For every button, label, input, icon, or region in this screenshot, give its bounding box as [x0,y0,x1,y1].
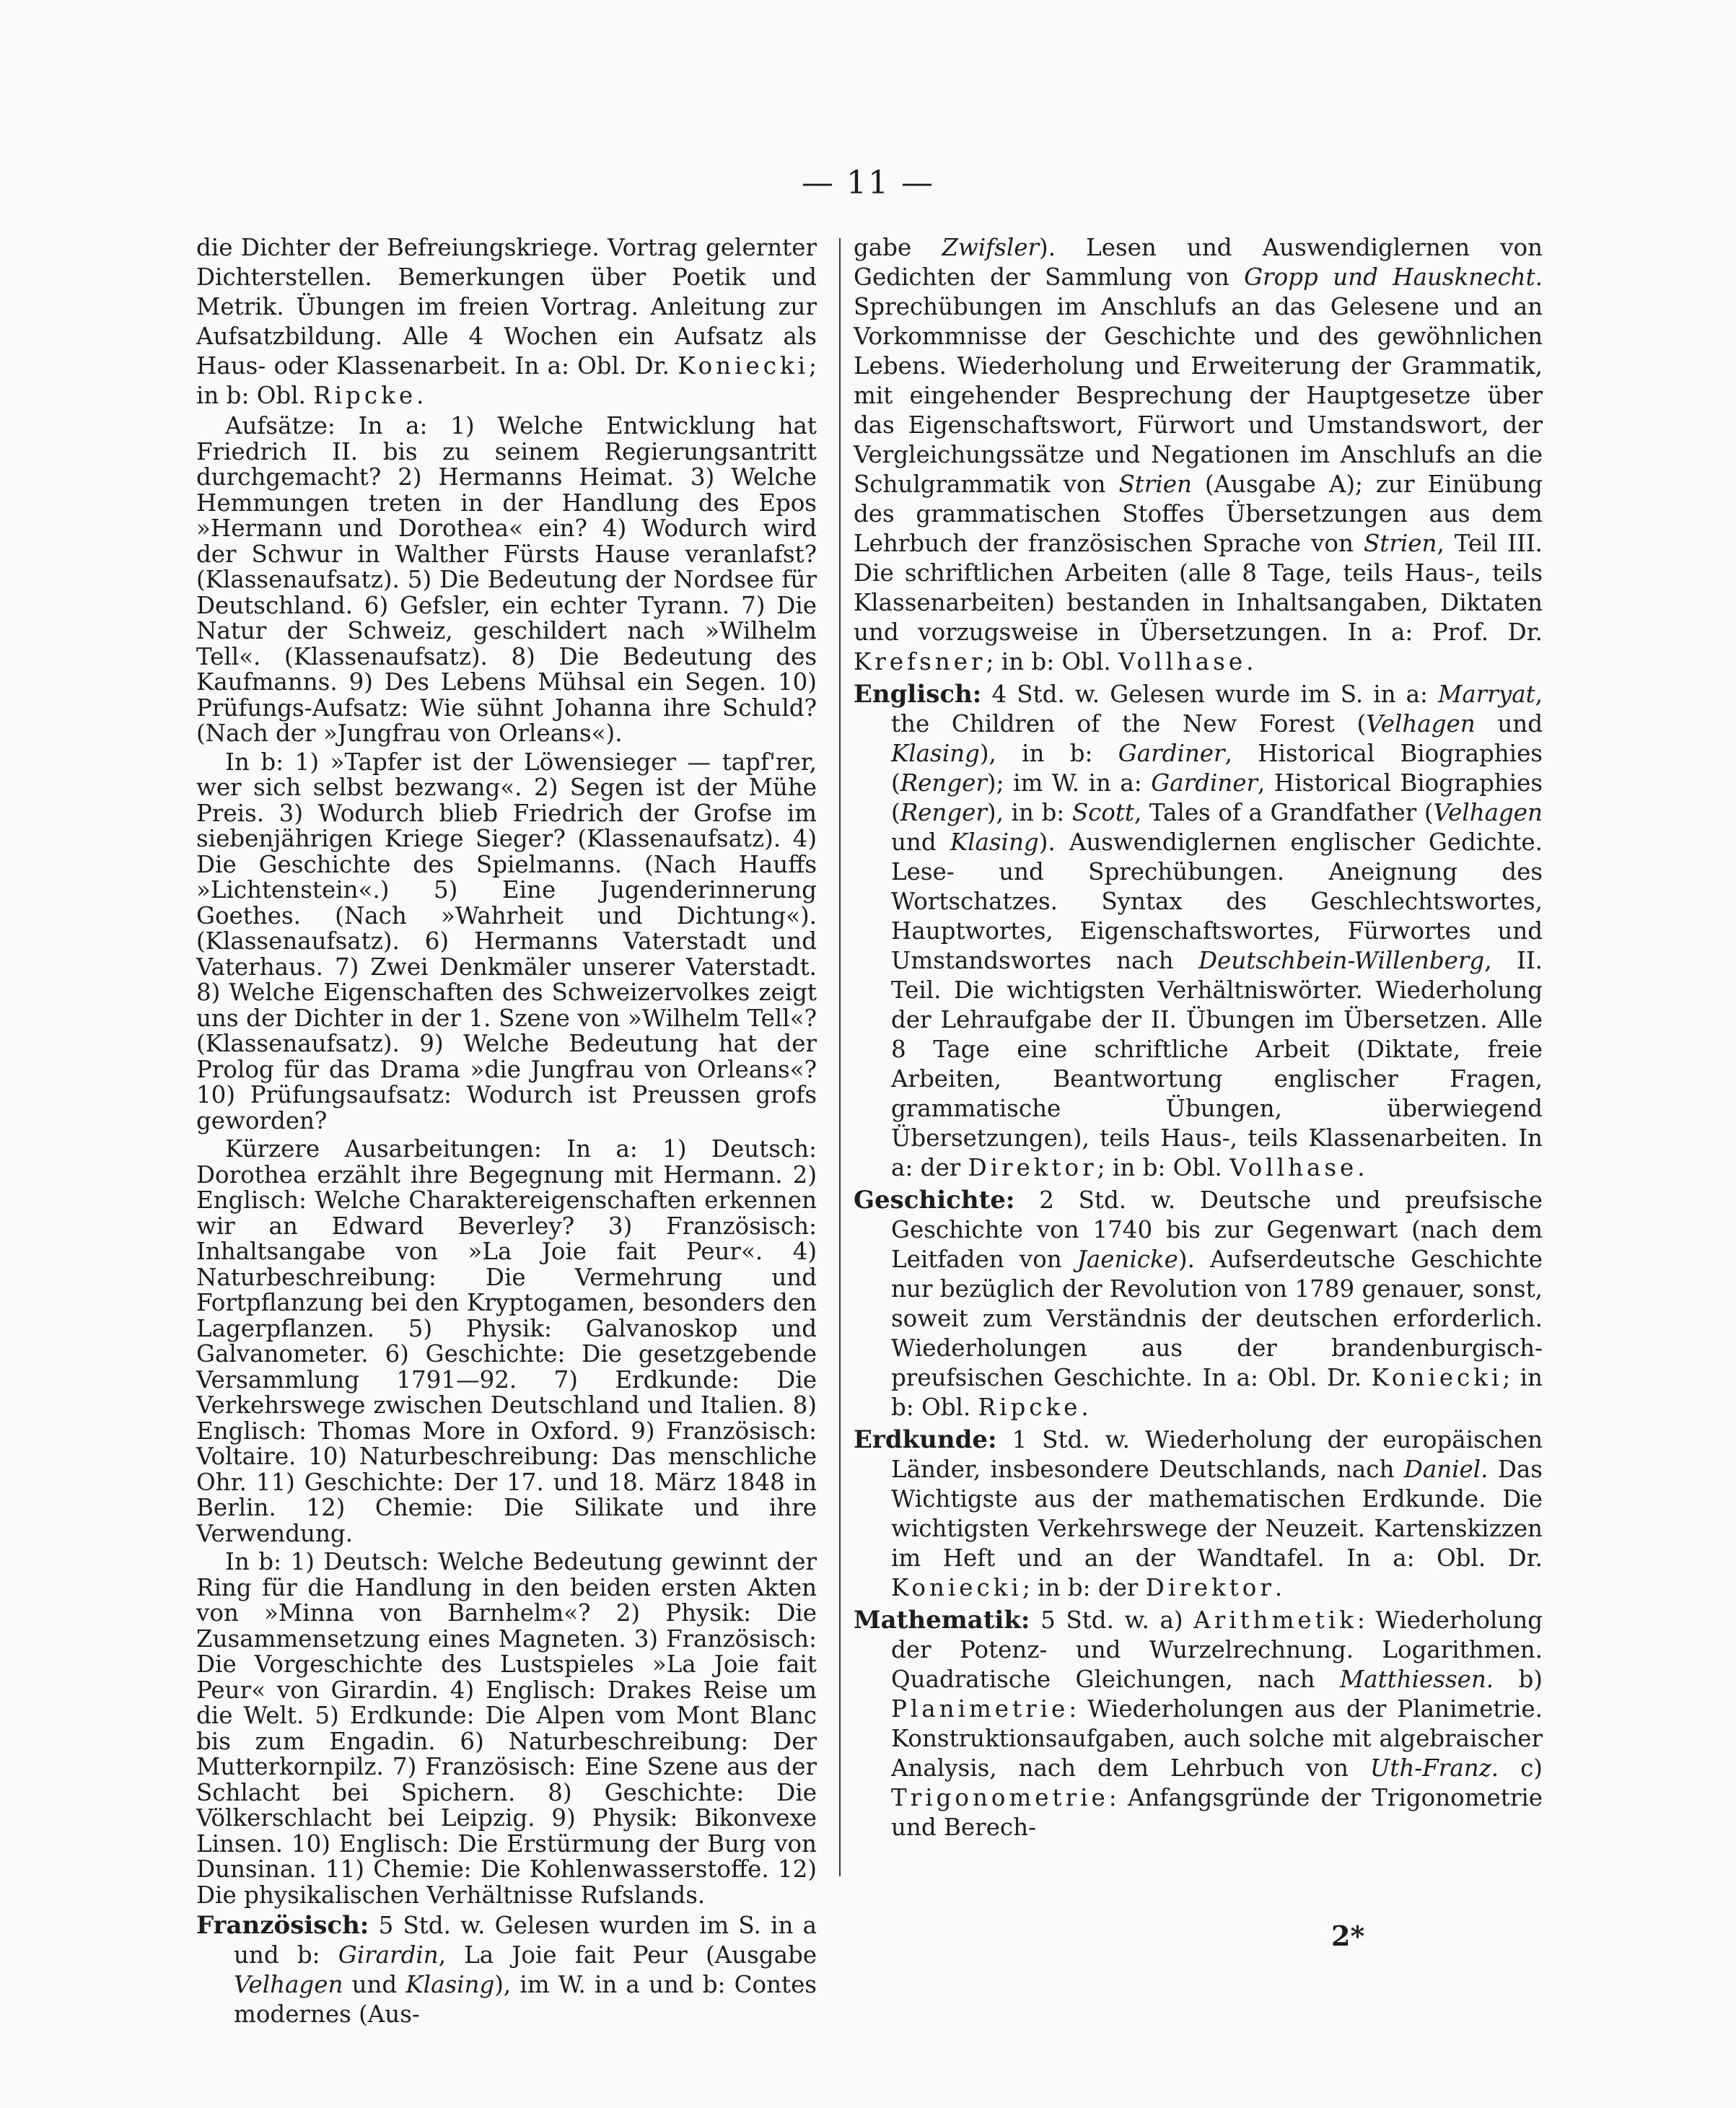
teacher-name: Direktor [1145,1574,1275,1601]
mathematik-section: Mathematik: 5 Std. w. a) Arithmetik: Wiederholung der Potenz- und Wurzelrechnung. Logarithmen. Quadratische Gleichungen, nach Matthiessen. b) Planimetrie: Wiederholungen aus der Planimetrie. Konstruktionsaufgaben, auch solche mit algebraischer Analysis, nach dem Lehrbuch von Uth-Franz. c) Trigonometrie: Anfangsgründe der Trigonometrie und Berech- [854,1606,1543,1841]
intro-paragraph: die Dichter der Befreiungskriege. Vortrag gelernter Dichterstellen. Bemerkungen über Poetik und Metrik. Übungen im freien Vortrag. Anleitung zur Aufsatzbildung. Alle 4 Wochen ein Aufsatz als Haus- oder Klassenarbeit. In a: Obl. Dr. Koniecki; in b: Obl. Ripcke. [196,234,817,409]
subject-label: Geschichte: [854,1186,1015,1215]
teacher-name: Direktor [968,1154,1097,1181]
column-divider [839,238,841,1876]
erdkunde-section: Erdkunde: 1 Std. w. Wiederholung der europäischen Länder, insbesondere Deutschlands, nach Daniel. Das Wichtigste aus der mathematischen Erdkunde. Die wichtigsten Verkehrswege der Neuzeit. Kartenskizzen im Heft und an der Wandtafel. In a: Obl. Dr. Koniecki; in b: der Direktor. [854,1425,1543,1601]
geschichte-section: Geschichte: 2 Std. w. Deutsche und preufsische Geschichte von 1740 bis zur Gegenwart (nach dem Leitfaden von Jaenicke). Aufserdeutsche Geschichte nur bezüglich der Revolution von 1789 genauer, sonst, soweit zum Verständnis der deutschen erforderlich. Wiederholungen aus der brandenburgisch-preufsischen Geschichte. In a: Obl. Dr. Koniecki; in b: Obl. Ripcke. [854,1186,1543,1421]
left-column [196,233,817,2032]
right-column [854,233,1543,1845]
kuerzere-b-paragraph: In b: 1) Deutsch: Welche Bedeutung gewinnt der Ring für die Handlung in den beiden ersten Akten von »Minna von Barnhelm«? 2) Physik: Die Zusammensetzung eines Magneten. 3) Französisch: Die Vorgeschichte des Lustspieles »La Joie fait Peur« von Girardin. 4) Englisch: Drakes Reise um die Welt. 5) Erdkunde: Die Alpen vom Mont Blanc bis zum Engadin. 6) Naturbeschreibung: Der Mutterkornpilz. 7) Französisch: Eine Szene aus der Schlacht bei Spichern. 8) Geschichte: Die Völkerschlacht bei Leipzig. 9) Physik: Bikonvexe Linsen. 10) Englisch: Die Erstürmung der Burg von Dunsinan. 11) Chemie: Die Kohlenwasserstoffe. 12) Die physikalischen Verhältnisse Rufslands. [196,1548,817,1909]
aufsaetze-a-paragraph: Aufsätze: In a: 1) Welche Entwicklung hat Friedrich II. bis zu seinem Regierungsantritt durchgemacht? 2) Hermanns Heimat. 3) Welche Hemmungen treten in der Handlung des Epos »Hermann und Dorothea« ein? 4) Wodurch wird der Schwur in Walther Fürsts Hause veranlafst? (Klassenaufsatz). 5) Die Bedeutung der Nordsee für Deutschland. 6) Gefsler, ein echter Tyrann. 7) Die Natur der Schweiz, geschildert nach »Wilhelm Tell«. (Klassenaufsatz). 8) Die Bedeutung des Kaufmanns. 9) Des Lebens Mühsal ein Segen. 10) Prüfungs-Aufsatz: Wie sühnt Johanna ihre Schuld? (Nach der »Jungfrau von Orleans«). [196,412,817,747]
franzoesisch-continuation: gabe Zwifsler). Lesen und Auswendiglernen von Gedichten der Sammlung von Gropp und Hausknecht. Sprechübungen im Anschlufs an das Gelesene und an Vorkommnisse der Geschichte und des gewöhnlichen Lebens. Wiederholung und Erweiterung der Grammatik, mit eingehender Besprechung der Hauptgesetze über das Eigenschaftswort, Fürwort und Umstandswort, der Vergleichungssätze und Negationen im Anschlufs an die Schulgrammatik von Strien (Ausgabe A); zur Einübung des grammatischen Stoffes Übersetzungen aus dem Lehrbuch der französischen Sprache von Strien, Teil III. Die schriftlichen Arbeiten (alle 8 Tage, teils Haus-, teils Klassenarbeiten) bestanden in Inhaltsangaben, Diktaten und vorzugsweise in Übersetzungen. In a: Prof. Dr. Krefsner; in b: Obl. Vollhase. [854,234,1543,675]
kuerzere-a-paragraph: Kürzere Ausarbeitungen: In a: 1) Deutsch: Dorothea erzählt ihre Begegnung mit Hermann. 2) Englisch: Welche Charaktereigenschaften erkennen wir an Edward Beverley? 3) Französisch: Inhaltsangabe von »La Joie fait Peur«. 4) Naturbeschreibung: Die Vermehrung und Fortpflanzung bei den Kryptogamen, besonders den Lagerpflanzen. 5) Physik: Galvanoskop und Galvanometer. 6) Geschichte: Die gesetzgebende Versammlung 1791—92. 7) Erdkunde: Die Verkehrswege zwischen Deutschland und Italien. 8) Englisch: Thomas More in Oxford. 9) Französisch: Voltaire. 10) Naturbeschreibung: Das menschliche Ohr. 11) Geschichte: Der 17. und 18. März 1848 in Berlin. 12) Chemie: Die Silikate und ihre Verwendung. [196,1135,817,1547]
subject-label: Französisch: [196,1911,369,1940]
page-number: — 11 — [802,165,934,201]
teacher-name: Koniecki [1371,1364,1503,1391]
teacher-name: Vollhase [1229,1154,1358,1181]
aufsaetze-b-paragraph: In b: 1) »Tapfer ist der Löwensieger — tapf'rer, wer sich selbst bezwang«. 2) Segen ist der Mühe Preis. 3) Wodurch blieb Friedrich der Grofse im siebenjährigen Kriege Sieger? (Klassenaufsatz). 4) Die Geschichte des Spielmanns. (Nach Hauffs »Lichtenstein«.) 5) Eine Jugenderinnerung Goethes. (Nach »Wahrheit und Dichtung«). (Klassenaufsatz). 6) Hermanns Vaterstadt und Vaterhaus. 7) Zwei Denkmäler unserer Vaterstadt. 8) Welche Eigenschaften des Schweizervolkes zeigt uns der Dichter in der 1. Szene von »Wilhelm Tell«? (Klassenaufsatz). 9) Welche Bedeutung hat der Prolog für das Drama »die Jungfrau von Orleans«? 10) Prüfungsaufsatz: Wodurch ist Preussen grofs geworden? [196,748,817,1134]
teacher-name: Ripcke [978,1394,1082,1421]
signature-mark: 2* [1331,1920,1365,1952]
franzoesisch-section: Französisch: 5 Std. w. Gelesen wurden im S. in a und b: Girardin, La Joie fait Peur (Ausgabe Velhagen und Klasing), im W. in a und b: Contes modernes (Aus- [196,1911,817,2028]
subject-label: Englisch: [854,680,982,709]
englisch-section: Englisch: 4 Std. w. Gelesen wurde im S. in a: Marryat, the Children of the New Forest (Velhagen und Klasing), in b: Gardiner, Historical Biographies (Renger); im W. in a: Gardiner, Historical Biographies (Renger), in b: Scott, Tales of a Grandfather (Velhagen und Klasing). Auswendiglernen englischer Gedichte. Lese- und Sprechübungen. Aneignung des Wortschatzes. Syntax des Geschlechtswortes, Hauptwortes, Eigenschaftswortes, Fürwortes und Umstandswortes nach Deutschbein-Willenberg, II. Teil. Die wichtigsten Verhältniswörter. Wiederholung der Lehraufgabe der II. Übungen im Übersetzen. Alle 8 Tage eine schriftliche Arbeit (Diktate, freie Arbeiten, Beantwortung englischer Fragen, grammatische Übungen, überwiegend Übersetzungen), teils Haus-, teils Klassenarbeiten. In a: der Direktor; in b: Obl. Vollhase. [854,680,1543,1181]
teacher-name: Koniecki [891,1574,1022,1601]
teacher-name: Krefsner [854,648,986,675]
subject-label: Erdkunde: [854,1425,997,1454]
subject-label: Mathematik: [854,1606,1030,1635]
teacher-name: Koniecki [678,352,810,380]
teacher-name: Vollhase [1118,648,1247,675]
teacher-name: Ripcke [313,382,417,409]
